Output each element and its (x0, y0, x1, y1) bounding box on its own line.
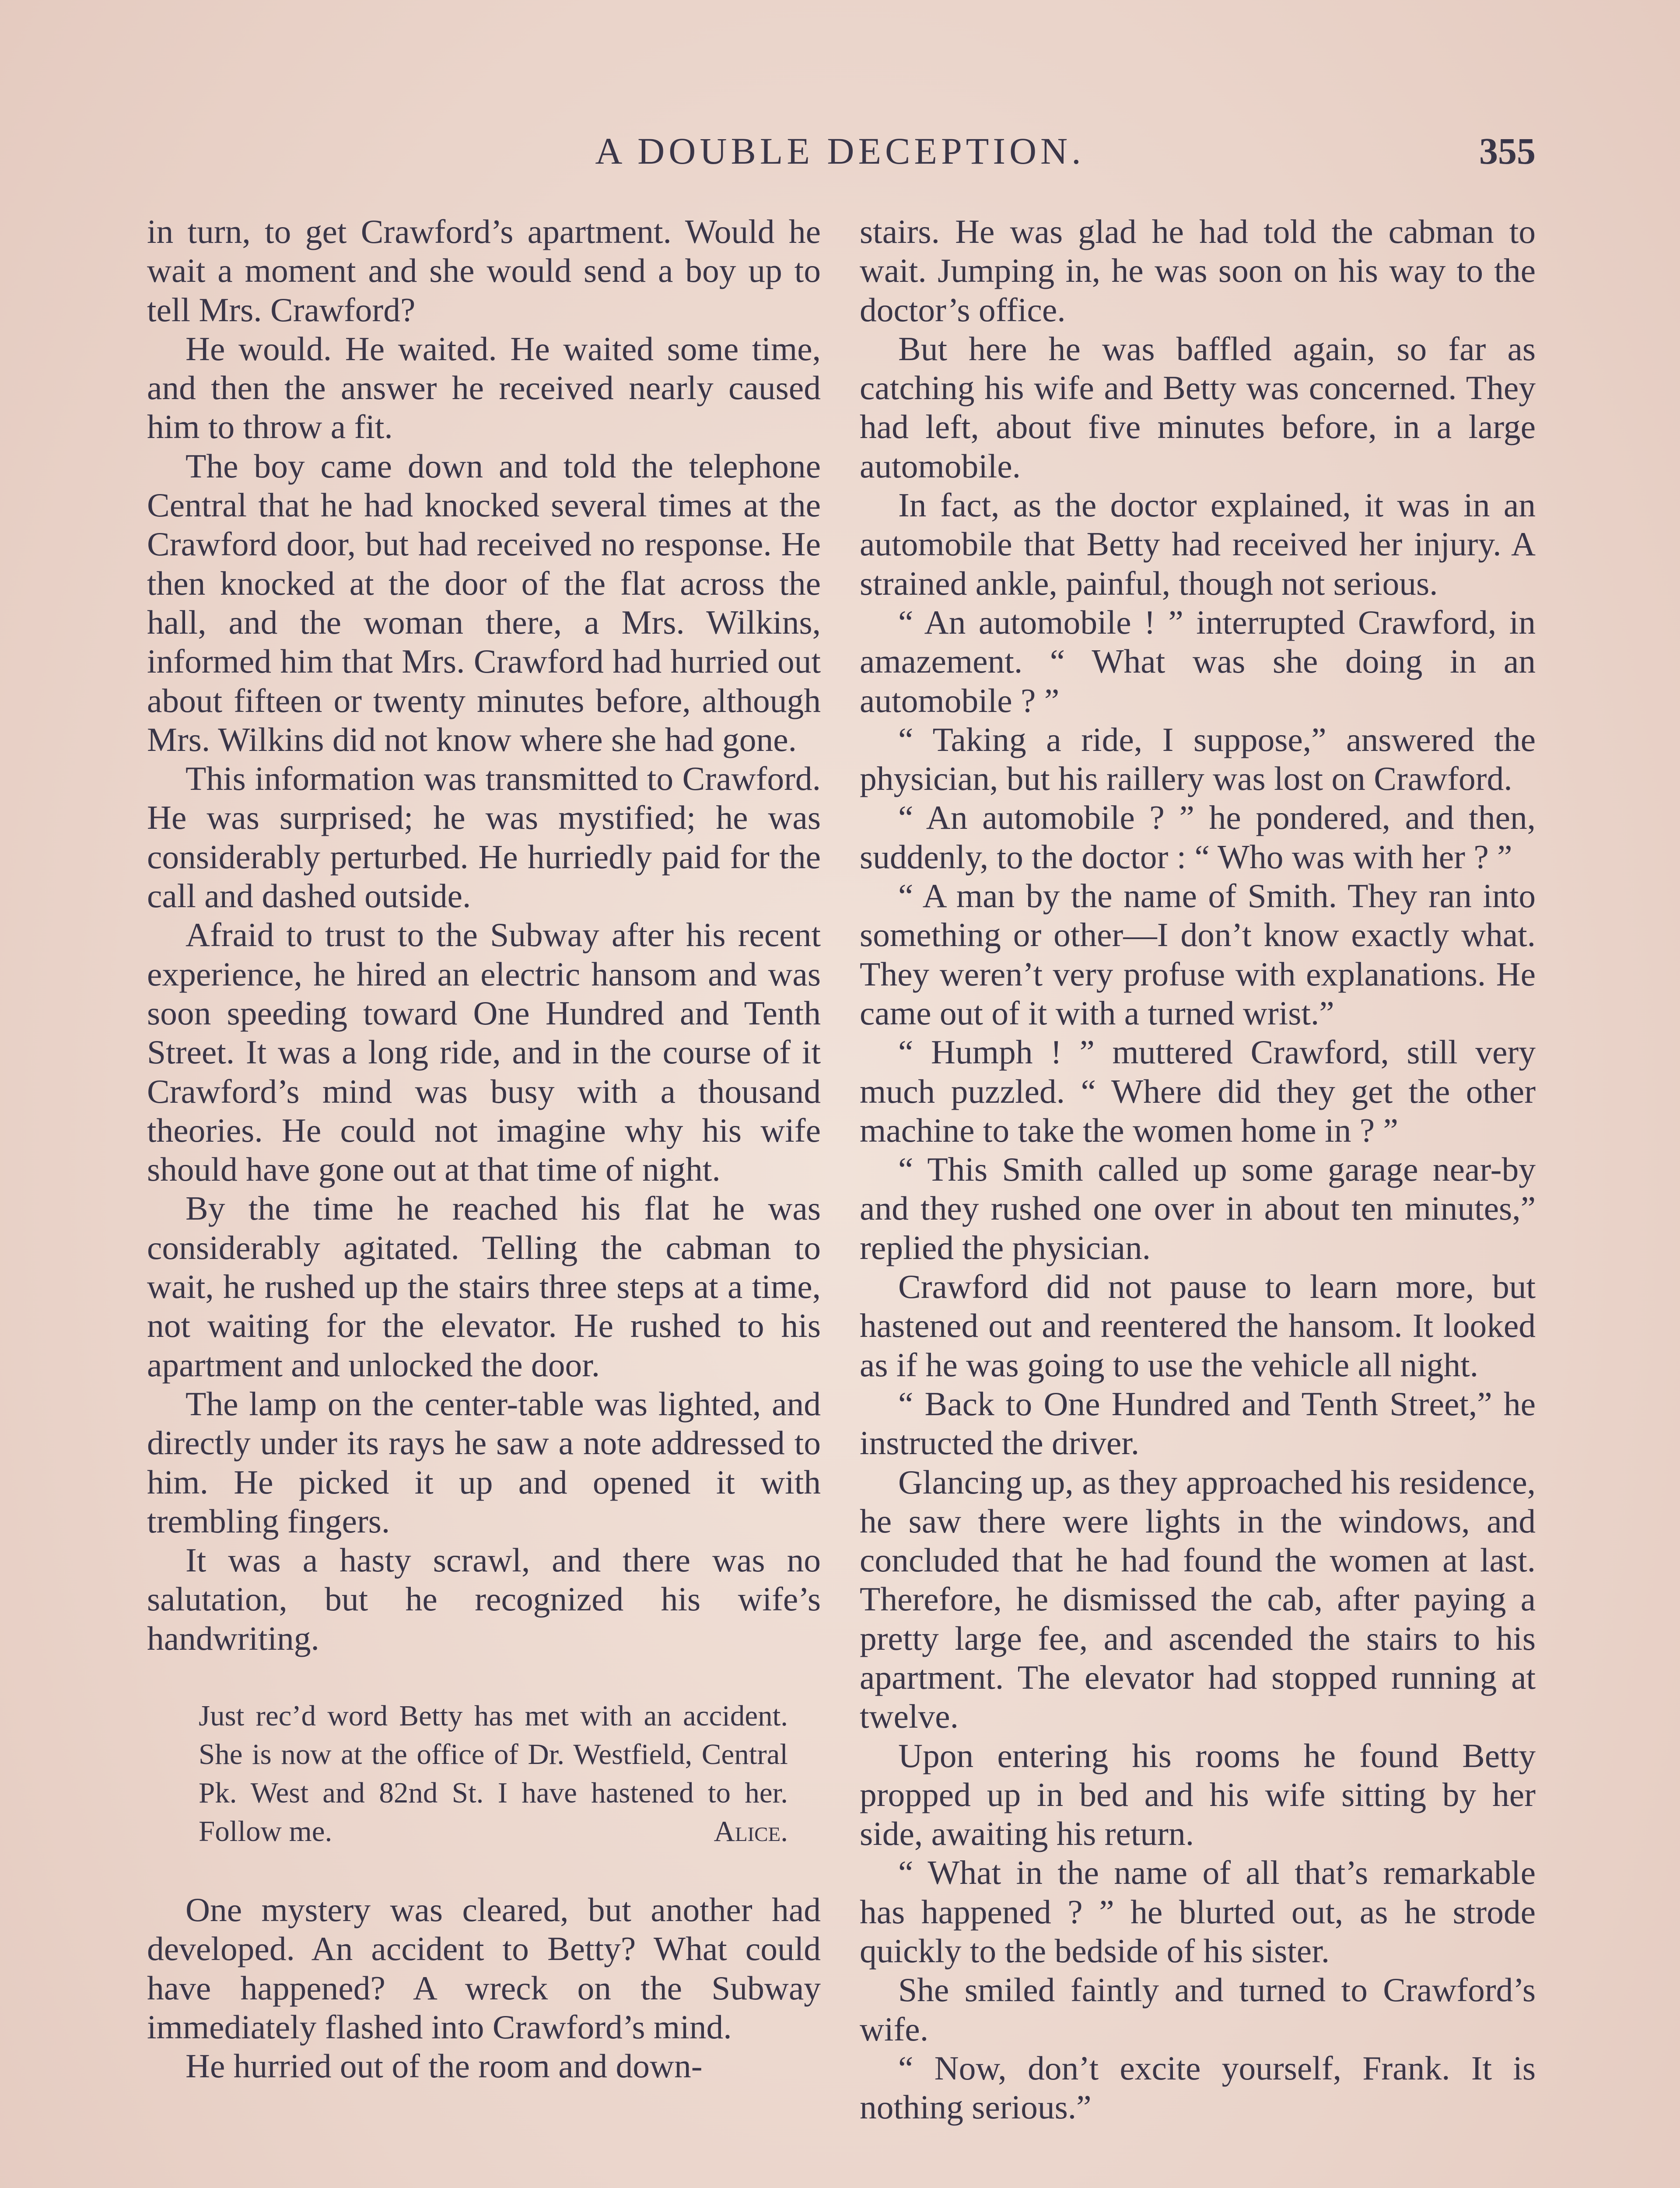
right-column (860, 212, 1536, 2127)
handwritten-note (199, 1697, 788, 1851)
paragraph: “ This Smith called up some garage near-by and they rushed one over in about ten minutes,” replied the physician. (860, 1150, 1536, 1266)
paragraph: One mystery was cleared, but another had developed. An accident to Betty? What could have happened? A wreck on the Subway immediately flashed into Crawford’s mind. (147, 1890, 821, 2046)
paragraph: “ An automobile ! ” interrupted Crawford, in amazement. “ What was she doing in an automobile ? ” (860, 603, 1536, 719)
paragraph: Upon entering his rooms he found Betty propped up in bed and his wife sitting by her side, awaiting his return. (860, 1736, 1536, 1853)
paragraph: “ A man by the name of Smith. They ran into something or other—I don’t know exactly what. They weren’t very profuse with explanations. He came out of it with a turned wrist.” (860, 877, 1536, 1032)
paragraph: “ What in the name of all that’s remarkable has happened ? ” he blurted out, as he strode quickly to the bedside of his sister. (860, 1854, 1536, 1970)
paragraph: stairs. He was glad he had told the cabman to wait. Jumping in, he was soon on his way to the doctor’s office. (860, 213, 1536, 329)
paragraph: Crawford did not pause to learn more, but hastened out and reentered the hansom. It looked as if he was going to use the vehicle all night. (860, 1268, 1536, 1384)
paragraph: The lamp on the center-table was lighted, and directly under its rays he saw a note addressed to him. He picked it up and opened it with trembling fingers. (147, 1385, 821, 1540)
paragraph: In fact, as the doctor explained, it was in an automobile that Betty had received her injury. A strained ankle, painful, though not serious. (860, 486, 1536, 602)
paragraph: He hurried out of the room and down- (186, 2047, 703, 2085)
paragraph: The boy came down and told the telephone Central that he had knocked several times at the Crawford door, but had received no response. He then knocked at the door of the flat across the hall, and the woman there, a Mrs. Wilkins, informed him that Mrs. Crawford had hurried out about fifteen or twenty minutes before, although Mrs. Wilkins did not know where she had gone. (147, 447, 821, 758)
running-title: A DOUBLE DECEPTION. (595, 130, 1085, 172)
paragraph: She smiled faintly and turned to Crawford’s wife. (860, 1971, 1536, 2048)
paragraph: By the time he reached his flat he was considerably agitated. Telling the cabman to wait, he rushed up the stairs three steps at a time, not waiting for the elevator. He rushed to his apartment and unlocked the door. (147, 1189, 821, 1384)
page-header (144, 129, 1536, 182)
paragraph: in turn, to get Crawford’s apartment. Would he wait a moment and she would send a boy up to tell Mrs. Crawford? (147, 213, 821, 329)
note-signature: Alice. (714, 1815, 788, 1848)
paragraph: “ Humph ! ” muttered Crawford, still very much puzzled. “ Where did they get the other machine to take the women home in ? ” (860, 1033, 1536, 1149)
paragraph: He would. He waited. He waited some time, and then the answer he received nearly caused him to throw a fit. (147, 330, 821, 446)
paragraph: “ Back to One Hundred and Tenth Street,” he instructed the driver. (860, 1385, 1536, 1462)
paragraph: It was a hasty scrawl, and there was no salutation, but he recognized his wife’s handwriting. (147, 1541, 821, 1657)
paragraph: “ Now, don’t excite yourself, Frank. It is nothing serious.” (860, 2049, 1536, 2126)
paragraph: “ Taking a ride, I suppose,” answered the physician, but his raillery was lost on Crawford. (860, 720, 1536, 798)
paragraph: Glancing up, as they approached his residence, he saw there were lights in the windows, and concluded that he had found the women at last. Therefore, he dismissed the cab, after paying a pretty large fee, and ascended the stairs to his apartment. The elevator had stopped running at twelve. (860, 1463, 1536, 1736)
paragraph: Afraid to trust to the Subway after his recent experience, he hired an electric hansom and was soon speeding toward One Hundred and Tenth Street. It was a long ride, and in the course of it Crawford’s mind was busy with a thousand theories. He could not imagine why his wife should have gone out at that time of night. (147, 916, 821, 1189)
paragraph: But here he was baffled again, so far as catching his wife and Betty was concerned. They had left, about five minutes before, in a large automobile. (860, 330, 1536, 485)
page-number: 355 (1479, 130, 1536, 172)
note-text: Just rec’d word Betty has met with an accident. She is now at the office of Dr. Westfield, Central Pk. West and 82nd St. I have hastened to her. Follow me. (199, 1699, 788, 1848)
left-column (147, 212, 821, 2086)
paragraph: This information was transmitted to Crawford. He was surprised; he was mystified; he was considerably perturbed. He hurriedly paid for the call and dashed outside. (147, 760, 821, 915)
paragraph: “ An automobile ? ” he pondered, and then, suddenly, to the doctor : “ Who was with her ? ” (860, 799, 1536, 876)
